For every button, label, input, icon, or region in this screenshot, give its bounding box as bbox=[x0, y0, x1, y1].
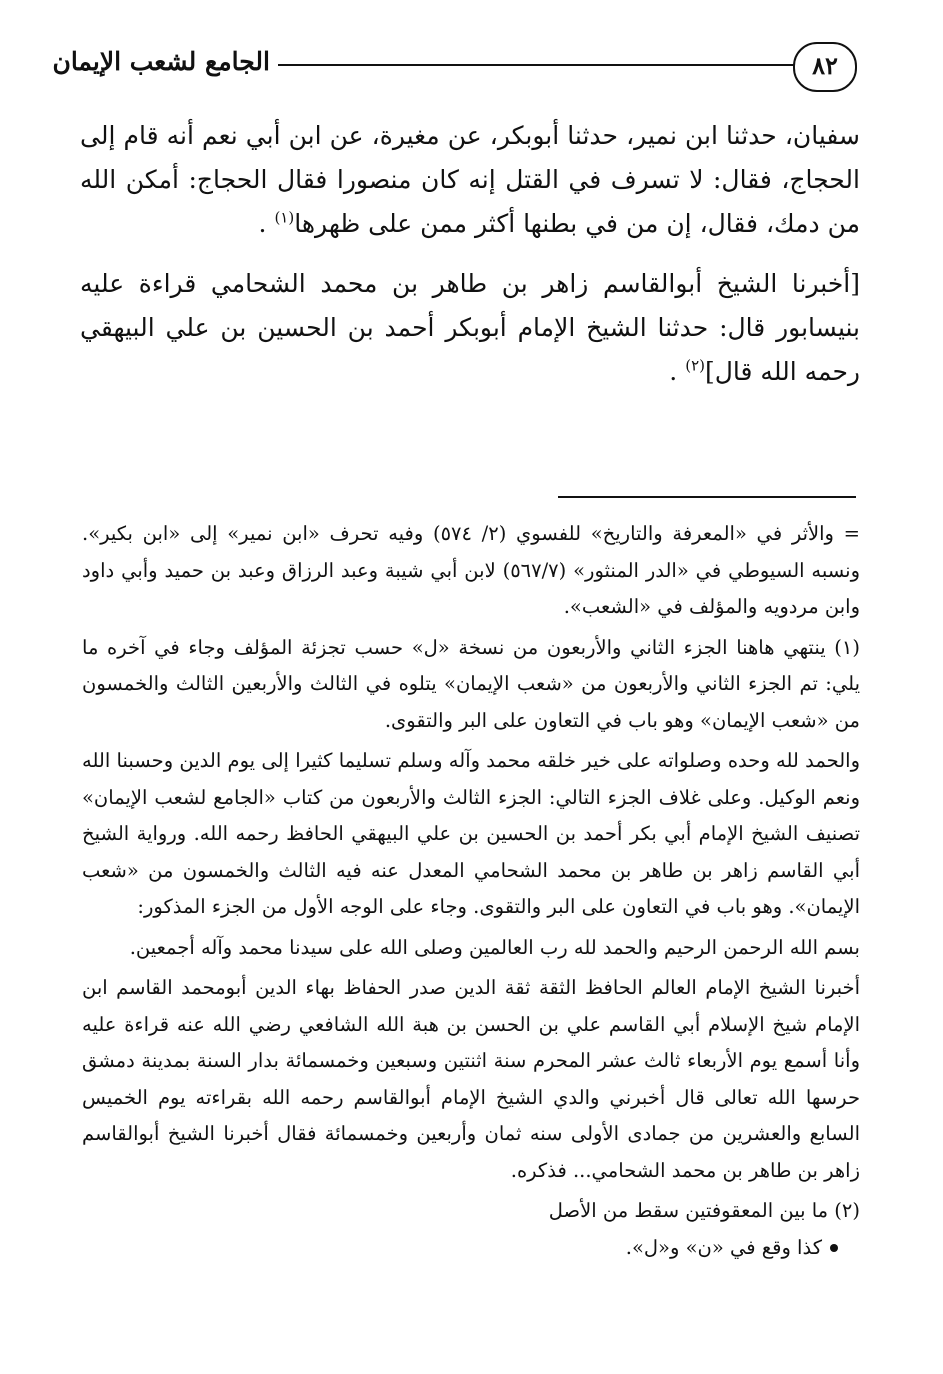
paragraph-end: . bbox=[258, 209, 267, 238]
main-text bbox=[80, 114, 860, 394]
footnote-ref: (١) bbox=[274, 208, 295, 227]
running-title: الجامع لشعب الإيمان bbox=[52, 47, 270, 76]
paragraph-text: سفيان، حدثنا ابن نمير، حدثنا أبوبكر، عن مغيرة، عن ابن أبي نعم أنه قام إلى الحجاج، فقال: لا تسرف في القتل إنه كان منصورا فقال الحجاج: أمكن الله من دمك، فقال، إن من في بطنها أكثر ممن على ظهرها bbox=[80, 121, 860, 238]
footnote-continuation: = والأثر في «المعرفة والتاريخ» للفسوي (٢/ ٥٧٤) وفيه تحرف «ابن نمير» إلى «ابن بكير». ونسبه السيوطي في «الدر المنثور» (٥٦٧/٧) لابن أبي شيبة وعبد الرزاق وعبد بن حميد وأبي داود وابن مردويه والمؤلف في «الشعب». bbox=[82, 522, 860, 618]
footnote-2: (٢) ما بين المعقوفتين سقط من الأصل bbox=[548, 1199, 860, 1222]
paragraph-text: [أخبرنا الشيخ أبوالقاسم زاهر بن طاهر بن محمد الشحامي قراءة عليه بنيسابور قال: حدثنا الشيخ الإمام أبوبكر أحمد بن الحسين بن علي البيهقي رحمه الله قال] bbox=[80, 269, 860, 386]
footnote-bullet-line bbox=[82, 1230, 860, 1267]
page-number: ٨٢ bbox=[793, 42, 857, 92]
bullet-icon bbox=[830, 1244, 838, 1252]
body-paragraph bbox=[80, 114, 860, 246]
paragraph-end: . bbox=[669, 357, 678, 386]
footnote-separator bbox=[558, 496, 856, 498]
page-header bbox=[0, 0, 943, 110]
footnote-1: (١) ينتهي هاهنا الجزء الثاني والأربعون من نسخة «ل» حسب تجزئة المؤلف وجاء في آخره ما يلي: تم الجزء الثاني والأربعون من «شعب الإيمان» يتلوه في الثالث والأربعين الثالث والخمسون من «شعب الإيمان» وهو باب في التعاون على البر والتقوى. bbox=[82, 635, 860, 732]
footnote-bullet-text: كذا وقع في «ن» و«ل». bbox=[625, 1235, 822, 1259]
footnote-1-paragraph: والحمد لله وحده وصلواته على خير خلقه محمد وآله وسلم تسليما كثيرا إلى يوم الدين وحسبنا الله ونعم الوكيل. وعلى غلاف الجزء التالي: الجزء الثالث والأربعون من كتاب «الجامع لشعب الإيمان» تصنيف الشيخ الإمام أبي بكر أحمد بن الحسين بن علي البيهقي الحافظ رحمه الله. ورواية الشيخ أبي القاسم زاهر بن طاهر بن محمد الشحامي المعدل عنه فيه الثالث والخمسون من «شعب الإيمان». وهو باب في التعاون على البر والتقوى. وجاء على الوجه الأول من الجزء المذكور: bbox=[82, 749, 860, 918]
isnad-paragraph bbox=[80, 262, 860, 394]
header-rule bbox=[278, 64, 794, 66]
footnote-1-basmala: بسم الله الرحمن الرحيم والحمد لله رب العالمين وصلى الله على سيدنا محمد وآله أجمعين. bbox=[129, 935, 860, 959]
footnote-ref: (٢) bbox=[685, 356, 705, 375]
footnote-1-isnad: أخبرنا الشيخ الإمام العالم الحافظ الثقة ثقة الدين صدر الحفاظ بهاء الدين أبومحمد القاسم ابن الإمام شيخ الإسلام أبي القاسم علي بن الحسن بن هبة الله الشافعي رضي الله عنه قراءة عليه وأنا أسمع يوم الأربعاء ثالث عشر المحرم سنة اثنتين وسبعين وخمسمائة بدار السنة بمدينة دمشق حرسها الله تعالى قال أخبرني والدي الشيخ الإمام أبوالقاسم رحمه الله بقراءته يوم الخميس السابع والعشرين من جمادى الأولى سنه ثمان وأربعين وخمسمائة فقال أخبرنا الشيخ أبوالقاسم زاهر بن طاهر بن محمد الشحامي... فذكره. bbox=[82, 976, 860, 1182]
footnotes bbox=[82, 516, 860, 1266]
